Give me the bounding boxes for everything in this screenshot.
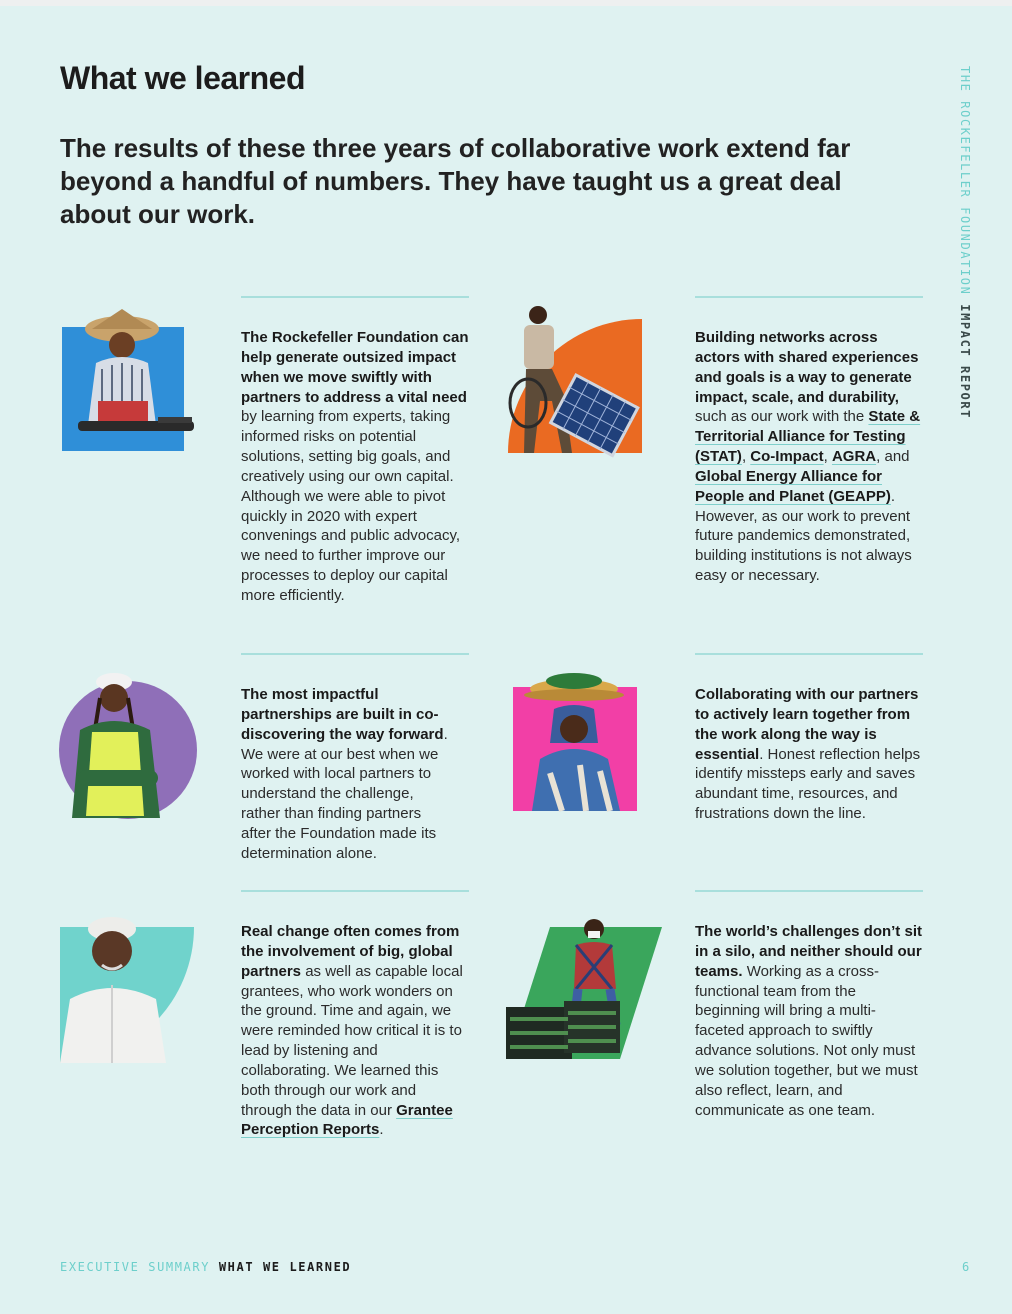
footer-breadcrumb <box>60 1260 351 1274</box>
stat-link[interactable]: State & Territorial Alliance for Testing (STAT) <box>695 408 921 466</box>
divider <box>695 296 923 298</box>
co-impact-link[interactable]: Co-Impact <box>750 448 824 466</box>
intro-statement: The results of these three years of collaborative work extend far beyond a handful of numbers. They have taught us a great deal about our work. <box>60 133 851 229</box>
divider <box>695 890 923 892</box>
lesson-text-5 <box>241 922 469 1140</box>
worker-photo <box>56 670 202 822</box>
lesson-body: as well as capable local grantees, who work wonders on the ground. Time and again, we were reminded how critical it is to lead by listening and collaborating. We learned this both through our work and through the data in our <box>241 962 463 1119</box>
lesson-text-2 <box>695 328 923 586</box>
side-report-label <box>958 66 972 419</box>
lesson-body-end: . However, as our work to prevent future pandemics demonstrated, building institutions is not always easy or necessary. <box>695 487 912 585</box>
footer-page-title: WHAT WE LEARNED <box>218 1260 352 1274</box>
lesson-lead: The most impactful partnerships are built in co-discovering the way forward <box>241 686 444 743</box>
lesson-lead: Collaborating with our partners to actively learn together from the work along the way is essential <box>695 686 919 763</box>
separator: , <box>741 448 751 466</box>
divider <box>241 653 469 655</box>
vendor-photo <box>510 673 640 815</box>
lesson-text-1 <box>241 328 469 606</box>
lesson-text-4 <box>695 685 923 824</box>
top-bar <box>0 0 1012 6</box>
separator: , and <box>876 448 910 466</box>
solar-panel-photo <box>504 303 662 475</box>
grantee-perception-reports-link[interactable]: Grantee Perception Reports <box>241 1101 453 1139</box>
geapp-link[interactable]: Global Energy Alliance for People and Planet (GEAPP) <box>695 467 891 505</box>
lesson-lead: Real change often comes from the involvement of big, global partners <box>241 923 460 980</box>
lesson-body: . Honest reflection helps identify missteps early and saves abundant time, resources, and frustrations down the line. <box>695 745 921 823</box>
lesson-body: such as our work with the <box>695 408 869 426</box>
footer-section[interactable]: EXECUTIVE SUMMARY <box>60 1260 211 1274</box>
separator: , <box>823 448 832 466</box>
page-number: 6 <box>962 1260 970 1274</box>
side-label-foundation: THE ROCKEFELLER FOUNDATION <box>958 66 972 296</box>
farmer-photo <box>58 305 198 455</box>
divider <box>695 653 923 655</box>
page-title: What we learned <box>60 60 305 96</box>
lesson-body: Working as a cross-functional team from the beginning will bring a multi-faceted approach to swiftly advance solutions. Not only must we solution together, but we must also reflect, learn, and communicate as one team. <box>695 962 918 1119</box>
lesson-text-3 <box>241 685 453 864</box>
lesson-lead: The world’s challenges don’t sit in a silo, and neither should our teams. <box>695 923 922 980</box>
lesson-lead: The Rockefeller Foundation can help generate outsized impact when we move swiftly with partners to address a vital need <box>241 329 469 406</box>
elder-photo <box>46 915 196 1065</box>
divider <box>241 296 469 298</box>
side-label-report: IMPACT REPORT <box>958 304 972 420</box>
divider <box>241 890 469 892</box>
lesson-text-6 <box>695 922 923 1120</box>
lesson-body: by learning from experts, taking informed risks on potential solutions, setting big goals, and creatively using our own capital. Although we were able to pivot quickly in 2020 with expert convenings and public advocacy, we need to further improve our processes to deploy our capital more efficiently. <box>241 408 461 604</box>
lesson-body-end: . <box>379 1121 384 1139</box>
produce-worker-photo <box>502 915 664 1063</box>
lesson-lead: Building networks across actors with shared experiences and goals is a way to generate impact, scale, and durability, <box>695 329 919 406</box>
lesson-body: . We were at our best when we worked with local partners to understand the challenge, rather than finding partners after the Foundation made its determination alone. <box>241 725 448 862</box>
agra-link[interactable]: AGRA <box>831 448 877 466</box>
